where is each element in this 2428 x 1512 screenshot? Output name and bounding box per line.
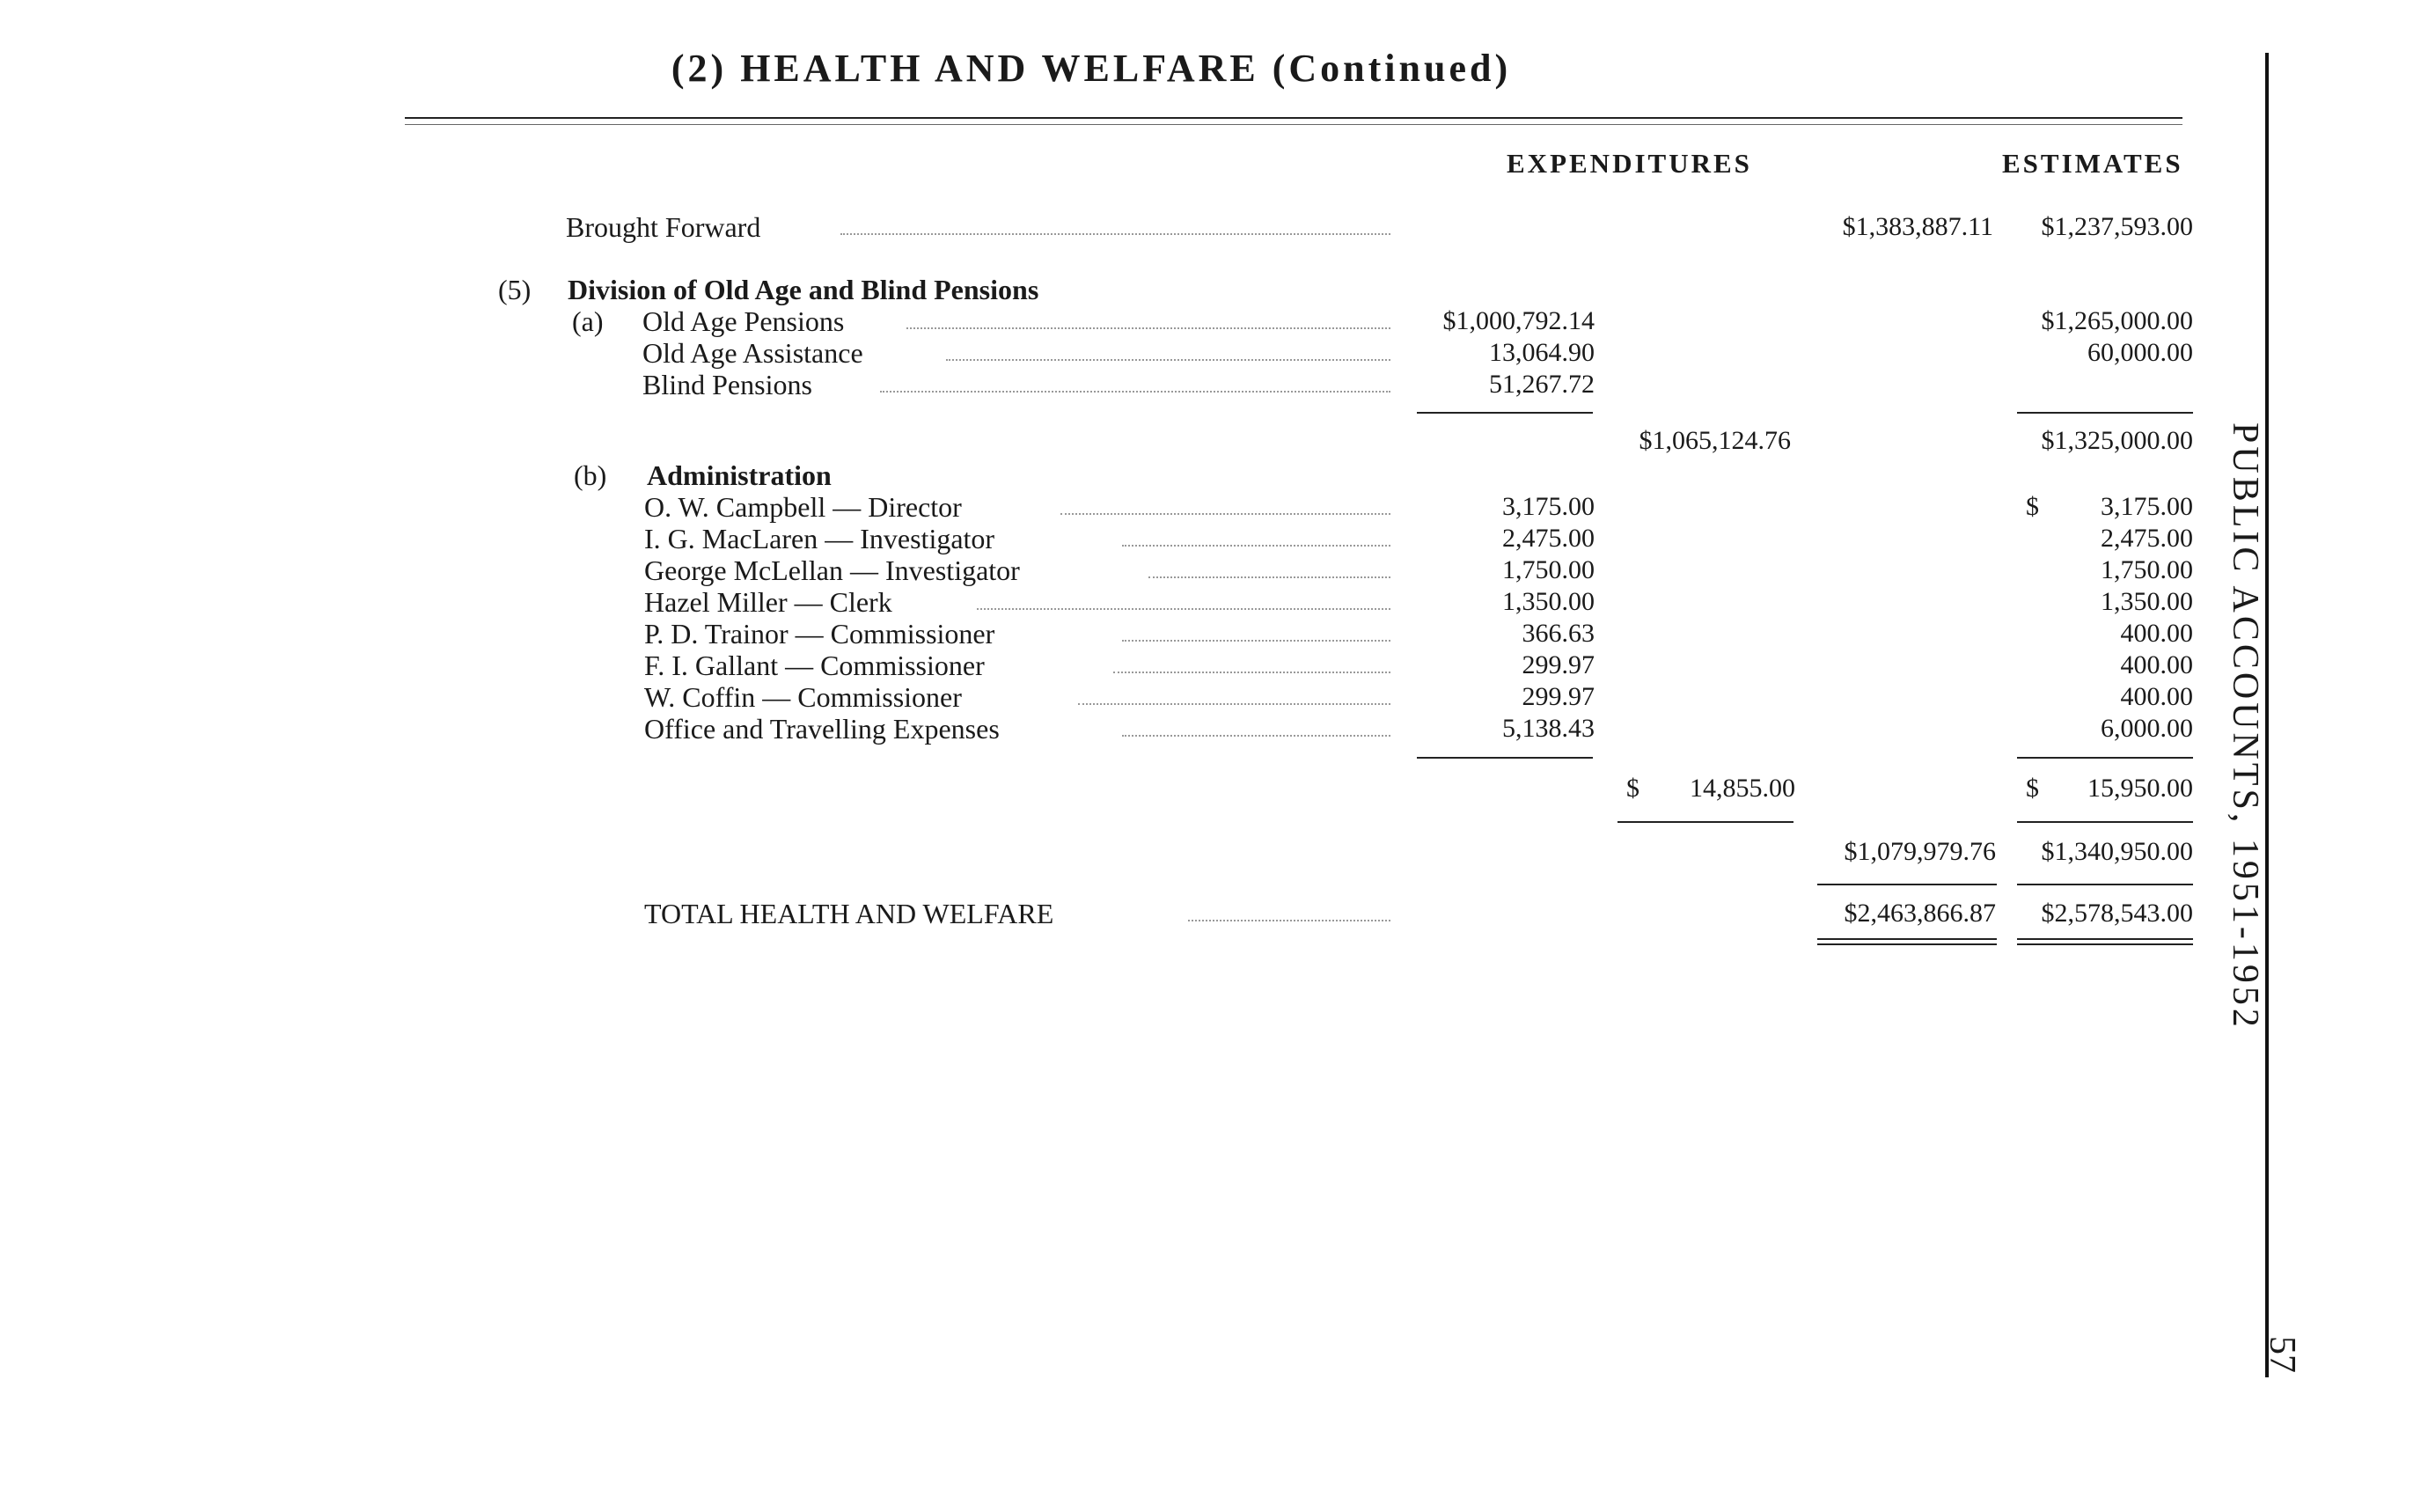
leader-dots [1122, 713, 1390, 745]
leader-dots [1148, 554, 1390, 586]
grand-total-estimate: $2,578,543.00 [2041, 899, 2193, 928]
line-item-amount: 299.97 [1522, 682, 1595, 711]
expenditures-header: EXPENDITURES [1507, 148, 1752, 179]
section-b-estimate-subtotal: 15,950.00 [2087, 774, 2193, 803]
section-b-row-4 [0, 618, 2200, 650]
section-b-subtotal-rule [1617, 821, 1793, 823]
brought-forward-row [0, 211, 2200, 243]
line-item-estimate: 400.00 [2120, 682, 2193, 711]
leader-dots [977, 586, 1390, 618]
leader-dots [840, 211, 1390, 243]
line-item-amount: 3,175.00 [1502, 492, 1595, 521]
line-item-label: Office and Travelling Expenses [644, 713, 1000, 745]
division-number: (5) [498, 274, 532, 305]
estimate-subtotal-dollar-sign: $ [2026, 774, 2039, 803]
line-item-label: W. Coffin — Commissioner [644, 681, 962, 713]
title-rule [405, 117, 2182, 119]
section-a-amount-rule [1417, 412, 1593, 414]
line-item-amount: 366.63 [1522, 619, 1595, 648]
leader-dots [1122, 618, 1390, 650]
section-a-row-0 [0, 305, 2200, 337]
grand-total-rule-2 [1817, 943, 1997, 945]
leader-dots [946, 337, 1390, 369]
section-b-row-0 [0, 491, 2200, 523]
leader-dots [1113, 650, 1390, 681]
line-item-label: F. I. Gallant — Commissioner [644, 650, 985, 681]
title-rule-2 [405, 124, 2182, 125]
section-b-row-2 [0, 554, 2200, 586]
leader-dots [1122, 523, 1390, 554]
division-estimate-total-rule [2017, 884, 2193, 885]
line-item-label: P. D. Trainor — Commissioner [644, 618, 995, 650]
line-item-amount: 51,267.72 [1489, 370, 1595, 399]
section-b-row-7 [0, 713, 2200, 745]
line-item-amount: 1,750.00 [1502, 555, 1595, 584]
running-title: PUBLIC ACCOUNTS, 1951-1952 [2225, 422, 2265, 1031]
grand-total-row [0, 898, 2200, 929]
line-item-estimate: 3,175.00 [2101, 492, 2193, 521]
subtotal-dollar-sign: $ [1626, 774, 1639, 803]
division-title: Division of Old Age and Blind Pensions [568, 274, 1039, 305]
line-item-estimate: 60,000.00 [2087, 338, 2193, 367]
line-item-amount: 299.97 [1522, 650, 1595, 679]
section-b-amount-rule [1417, 757, 1593, 759]
line-item-estimate: 2,475.00 [2101, 524, 2193, 553]
grand-total-estimate-rule-1 [2017, 938, 2193, 940]
brought-forward-exp: $1,383,887.11 [1842, 212, 1993, 241]
leader-dots [1060, 491, 1390, 523]
division-total: $1,079,979.76 [1844, 837, 1996, 866]
line-item-label: Hazel Miller — Clerk [644, 586, 892, 618]
page-title: (2) HEALTH AND WELFARE (Continued) [671, 47, 1512, 90]
section-b-row-6 [0, 681, 2200, 713]
line-item-label: O. W. Campbell — Director [644, 491, 962, 523]
page-number: 57 [2262, 1336, 2302, 1373]
section-b-marker: (b) [574, 459, 607, 491]
line-item-amount: 2,475.00 [1502, 524, 1595, 553]
section-b-estimate-rule [2017, 757, 2193, 759]
line-item-estimate: 400.00 [2120, 650, 2193, 679]
section-a-marker: (a) [572, 305, 604, 337]
line-item-amount: $1,000,792.14 [1442, 306, 1595, 335]
division-estimate-total: $1,340,950.00 [2041, 837, 2193, 866]
section-a-estimate-rule [2017, 412, 2193, 414]
line-item-estimate: 1,350.00 [2101, 587, 2193, 616]
line-item-amount: 13,064.90 [1489, 338, 1595, 367]
leader-dots [880, 369, 1390, 400]
section-b-subtotal: 14,855.00 [1690, 774, 1795, 803]
line-item-label: Blind Pensions [642, 369, 812, 400]
grand-total-label: TOTAL HEALTH AND WELFARE [644, 898, 1054, 929]
leader-dots [1188, 898, 1390, 929]
division-total-rule [1817, 884, 1997, 885]
line-item-label: Old Age Assistance [642, 337, 863, 369]
section-a-row-1 [0, 337, 2200, 369]
brought-forward-label: Brought Forward [566, 211, 761, 243]
section-b-subtotal-row [0, 773, 2200, 804]
line-item-label: Old Age Pensions [642, 305, 845, 337]
line-item-estimate: $1,265,000.00 [2041, 306, 2193, 335]
line-item-estimate: 400.00 [2120, 619, 2193, 648]
section-b-row-3 [0, 586, 2200, 618]
section-b-heading-row [0, 459, 2200, 491]
grand-total-exp: $2,463,866.87 [1844, 899, 1996, 928]
estimate-dollar-sign: $ [2026, 492, 2039, 521]
section-a-subtotal-row [0, 425, 2200, 457]
line-item-label: George McLellan — Investigator [644, 554, 1020, 586]
division-total-row [0, 836, 2200, 868]
section-a-estimate-subtotal: $1,325,000.00 [2041, 426, 2193, 455]
line-item-estimate: 1,750.00 [2101, 555, 2193, 584]
grand-total-rule-1 [1817, 938, 1997, 940]
line-item-amount: 1,350.00 [1502, 587, 1595, 616]
line-item-label: I. G. MacLaren — Investigator [644, 523, 995, 554]
division-heading-row [0, 274, 2200, 305]
line-item-amount: 5,138.43 [1502, 714, 1595, 743]
brought-forward-estimate: $1,237,593.00 [2041, 212, 2193, 241]
section-a-subtotal: $1,065,124.76 [1639, 426, 1791, 455]
section-a-row-2 [0, 369, 2200, 400]
section-b-title: Administration [647, 459, 832, 491]
line-item-estimate: 6,000.00 [2101, 714, 2193, 743]
estimates-header: ESTIMATES [2002, 148, 2183, 179]
section-b-row-1 [0, 523, 2200, 554]
leader-dots [1078, 681, 1390, 713]
grand-total-estimate-rule-2 [2017, 943, 2193, 945]
leader-dots [906, 305, 1390, 337]
section-b-row-5 [0, 650, 2200, 681]
section-b-estimate-subtotal-rule [2017, 821, 2193, 823]
